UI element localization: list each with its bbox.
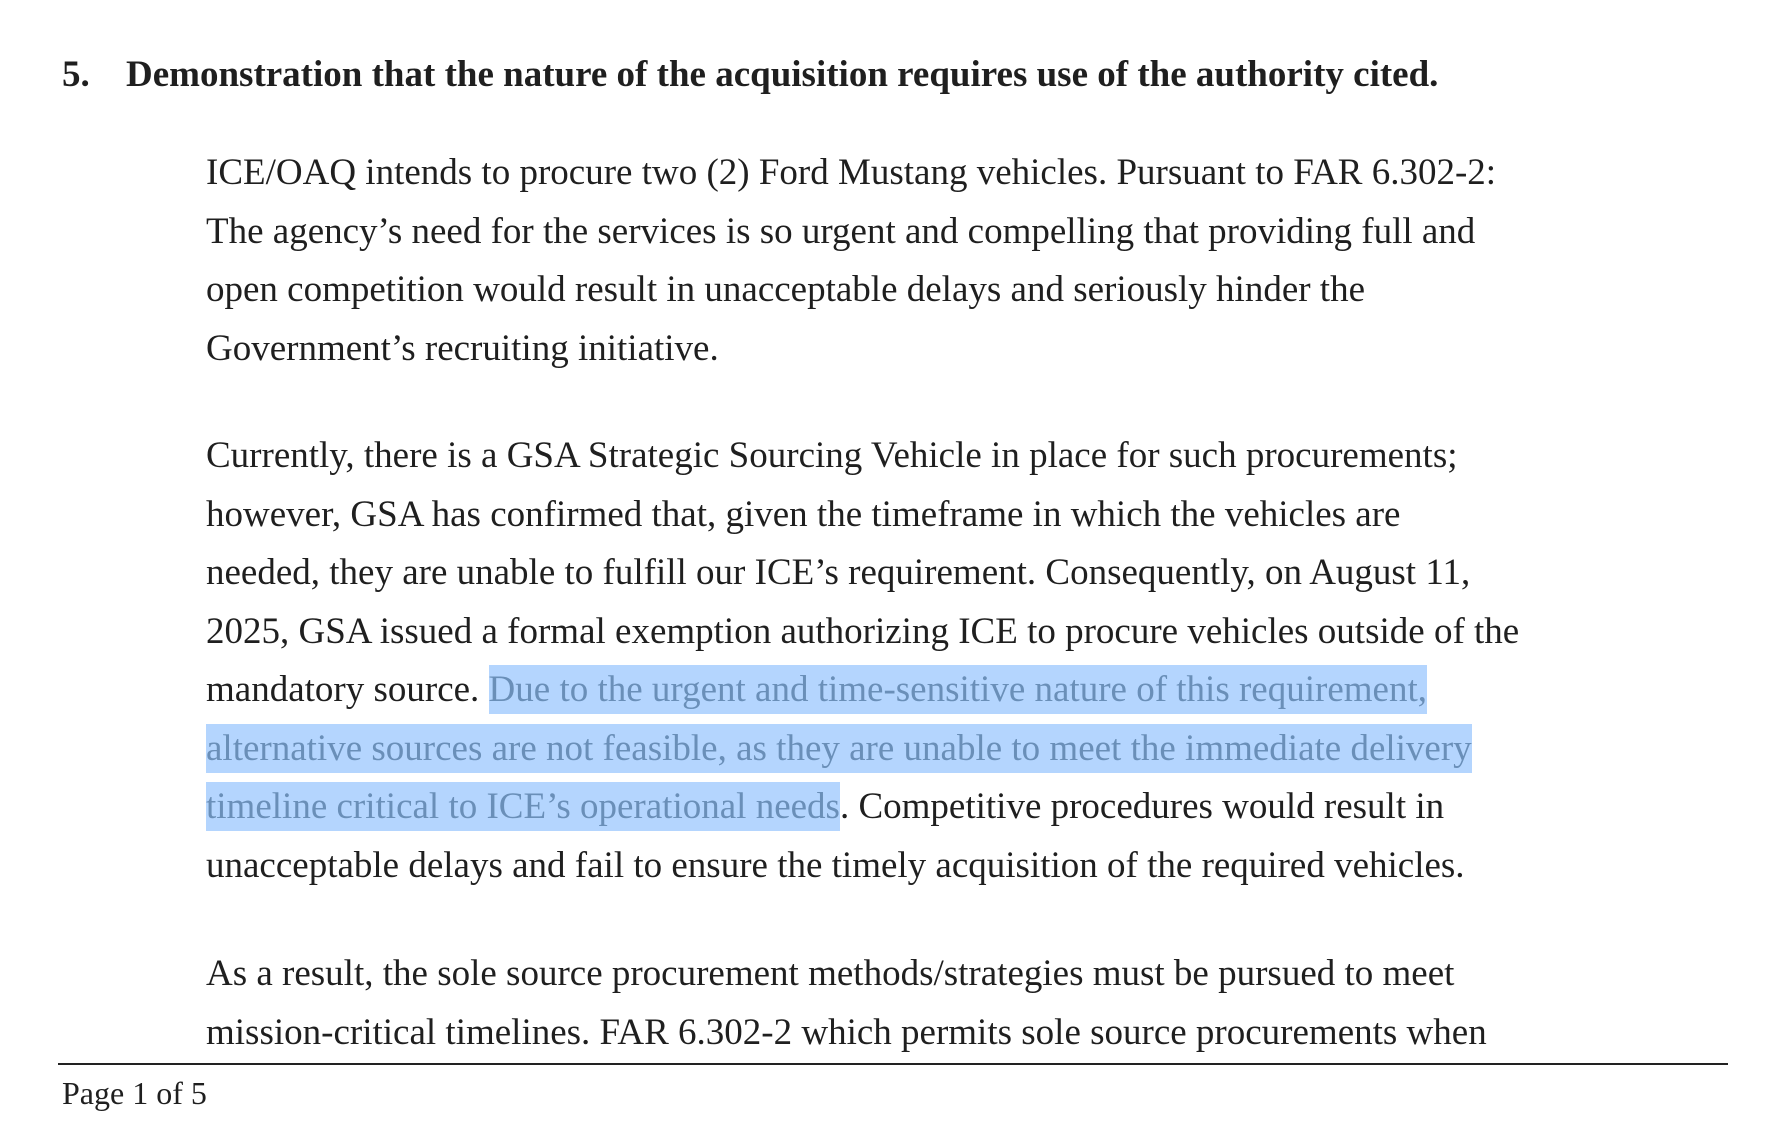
selected-text[interactable]: alternative sources are not feasible, as they are unable to meet the immediate delivery	[206, 724, 1472, 773]
selected-text[interactable]: Due to the urgent and time-sensitive nature of this requirement,	[489, 665, 1427, 714]
paragraph-gsa-exemption[interactable]	[206, 427, 1746, 895]
text-line: mission-critical timelines. FAR 6.302-2 which permits sole source procurements when	[206, 1011, 1487, 1053]
text-line: ICE/OAQ intends to procure two (2) Ford Mustang vehicles. Pursuant to FAR 6.302-2:	[206, 152, 1497, 193]
text-line: As a result, the sole source procurement methods/strategies must be pursued to meet	[206, 953, 1455, 994]
text-line	[206, 778, 1746, 837]
text-line: open competition would result in unacceptable delays and seriously hinder the	[206, 269, 1366, 310]
text-run: . Competitive procedures would result in	[839, 786, 1445, 827]
section-number: 5.	[62, 54, 90, 95]
section-title: Demonstration that the nature of the acquisition requires use of the authority cited.	[126, 54, 1439, 95]
footer-divider	[58, 1063, 1728, 1065]
text-line: 2025, GSA issued a formal exemption authorizing ICE to procure vehicles outside of the	[206, 610, 1520, 652]
page-number: Page 1 of 5	[62, 1075, 207, 1111]
text-line: Government’s recruiting initiative.	[206, 327, 719, 369]
text-line: Currently, there is a GSA Strategic Sourcing Vehicle in place for such procurements;	[206, 435, 1458, 476]
section-heading	[62, 46, 1438, 104]
text-run: mandatory source.	[206, 669, 489, 710]
text-line: The agency’s need for the services is so urgent and compelling that providing full and	[206, 210, 1476, 252]
text-line: needed, they are unable to fulfill our ICE’s requirement. Consequently, on August 11,	[206, 552, 1471, 593]
text-line: however, GSA has confirmed that, given the timeframe in which the vehicles are	[206, 493, 1401, 535]
paragraph-justification[interactable]	[206, 144, 1746, 378]
text-line	[206, 661, 1746, 720]
text-line: unacceptable delays and fail to ensure the timely acquisition of the required vehicles.	[206, 844, 1465, 886]
paragraph-sole-source[interactable]	[206, 945, 1746, 1062]
selected-text[interactable]: timeline critical to ICE’s operational needs	[206, 782, 840, 831]
text-line	[206, 720, 1746, 779]
